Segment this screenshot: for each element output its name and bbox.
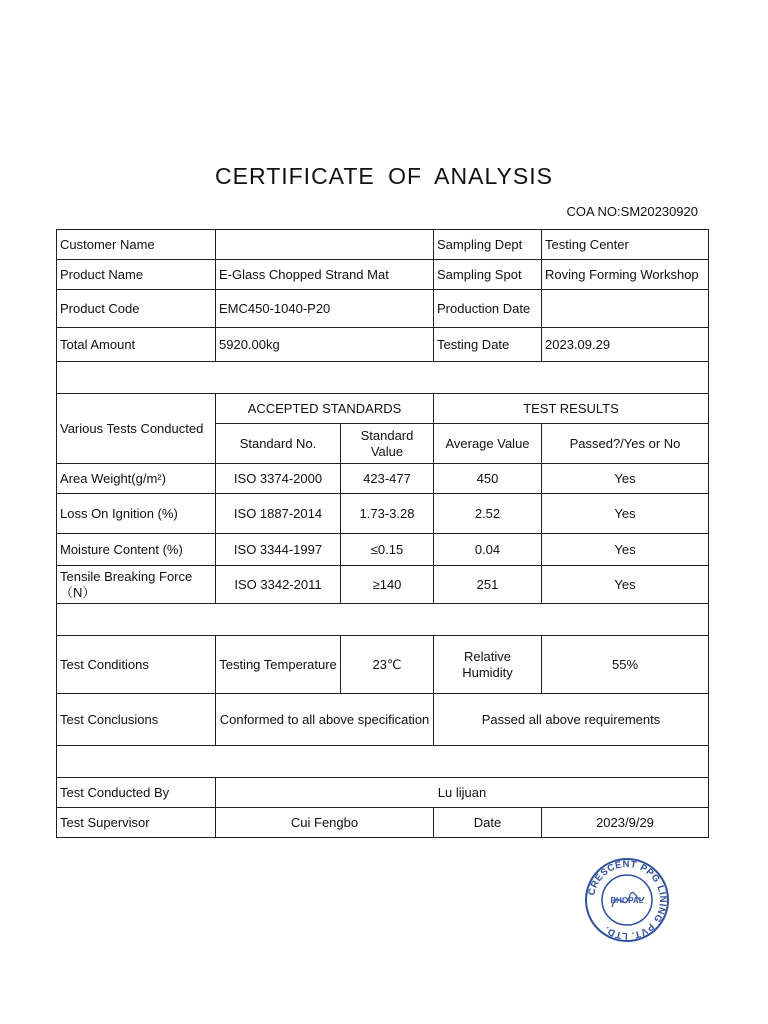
conducted-by-value: Lu lijuan xyxy=(216,778,709,808)
passed-requirements-text: Passed all above requirements xyxy=(434,694,709,746)
accepted-standards-header: ACCEPTED STANDARDS xyxy=(216,394,434,424)
spacer-cell xyxy=(57,746,709,778)
spacer-row xyxy=(57,746,709,778)
table-row xyxy=(57,464,709,494)
standard-no: ISO 3344-1997 xyxy=(216,534,341,566)
product-code-label: Product Code xyxy=(57,290,216,328)
relative-humidity-value: 55% xyxy=(542,636,709,694)
testing-temperature-value: 23℃ xyxy=(341,636,434,694)
test-name: Moisture Content (%) xyxy=(57,534,216,566)
standard-no: ISO 1887-2014 xyxy=(216,494,341,534)
conducted-by-row xyxy=(57,778,709,808)
total-amount-value: 5920.00kg xyxy=(216,328,434,362)
standard-no: ISO 3374-2000 xyxy=(216,464,341,494)
conditions-row xyxy=(57,636,709,694)
stamp-ring-text: CRESCENT PPG LINING PVT. LTD. xyxy=(586,858,669,942)
customer-name-label: Customer Name xyxy=(57,230,216,260)
production-date-value xyxy=(542,290,709,328)
sampling-spot-label: Sampling Spot xyxy=(434,260,542,290)
company-stamp xyxy=(584,857,670,943)
average-value: 251 xyxy=(434,566,542,604)
conformed-text: Conformed to all above specification xyxy=(216,694,434,746)
table-row xyxy=(57,534,709,566)
testing-date-value: 2023.09.29 xyxy=(542,328,709,362)
product-code-value: EMC450-1040-P20 xyxy=(216,290,434,328)
spacer-cell xyxy=(57,604,709,636)
date-label: Date xyxy=(434,808,542,838)
sampling-spot-value: Roving Forming Workshop xyxy=(542,260,709,290)
conclusions-row xyxy=(57,694,709,746)
average-value: 450 xyxy=(434,464,542,494)
tests-conducted-header: Various Tests Conducted xyxy=(57,394,216,464)
test-conditions-label: Test Conditions xyxy=(57,636,216,694)
standard-value: ≤0.15 xyxy=(341,534,434,566)
production-date-label: Production Date xyxy=(434,290,542,328)
info-row-product xyxy=(57,260,709,290)
standard-value: 423-477 xyxy=(341,464,434,494)
passed-value: Yes xyxy=(542,534,709,566)
relative-humidity-label: Relative Humidity xyxy=(434,636,542,694)
standard-value-header: Standard Value xyxy=(341,424,434,464)
date-value: 2023/9/29 xyxy=(542,808,709,838)
conducted-by-label: Test Conducted By xyxy=(57,778,216,808)
total-amount-label: Total Amount xyxy=(57,328,216,362)
stamp-center-text: BHOPAL xyxy=(610,896,644,905)
testing-temperature-label: Testing Temperature xyxy=(216,636,341,694)
product-name-value: E-Glass Chopped Strand Mat xyxy=(216,260,434,290)
sampling-dept-value: Testing Center xyxy=(542,230,709,260)
test-results-header: TEST RESULTS xyxy=(434,394,709,424)
passed-value: Yes xyxy=(542,566,709,604)
test-name: Tensile Breaking Force （N） xyxy=(57,566,216,604)
standard-value: ≥140 xyxy=(341,566,434,604)
average-value-header: Average Value xyxy=(434,424,542,464)
table-row xyxy=(57,566,709,604)
spacer-cell xyxy=(57,362,709,394)
test-name: Area Weight(g/m²) xyxy=(57,464,216,494)
passed-header: Passed?/Yes or No xyxy=(542,424,709,464)
product-name-label: Product Name xyxy=(57,260,216,290)
tests-header-row xyxy=(57,394,709,424)
document-title: CERTIFICATE OF ANALYSIS xyxy=(215,163,553,189)
info-row-code xyxy=(57,290,709,328)
supervisor-label: Test Supervisor xyxy=(57,808,216,838)
test-name: Loss On Ignition (%) xyxy=(57,494,216,534)
info-row-amount xyxy=(57,328,709,362)
average-value: 2.52 xyxy=(434,494,542,534)
certificate-table xyxy=(56,229,709,838)
standard-value: 1.73-3.28 xyxy=(341,494,434,534)
coa-number: COA NO:SM20230920 xyxy=(566,204,698,219)
passed-value: Yes xyxy=(542,464,709,494)
sampling-dept-label: Sampling Dept xyxy=(434,230,542,260)
test-conclusions-label: Test Conclusions xyxy=(57,694,216,746)
testing-date-label: Testing Date xyxy=(434,328,542,362)
average-value: 0.04 xyxy=(434,534,542,566)
supervisor-value: Cui Fengbo xyxy=(216,808,434,838)
standard-no: ISO 3342-2011 xyxy=(216,566,341,604)
supervisor-row xyxy=(57,808,709,838)
customer-name-value xyxy=(216,230,434,260)
passed-value: Yes xyxy=(542,494,709,534)
spacer-row xyxy=(57,604,709,636)
info-row-customer xyxy=(57,230,709,260)
standard-no-header: Standard No. xyxy=(216,424,341,464)
spacer-row xyxy=(57,362,709,394)
table-row xyxy=(57,494,709,534)
